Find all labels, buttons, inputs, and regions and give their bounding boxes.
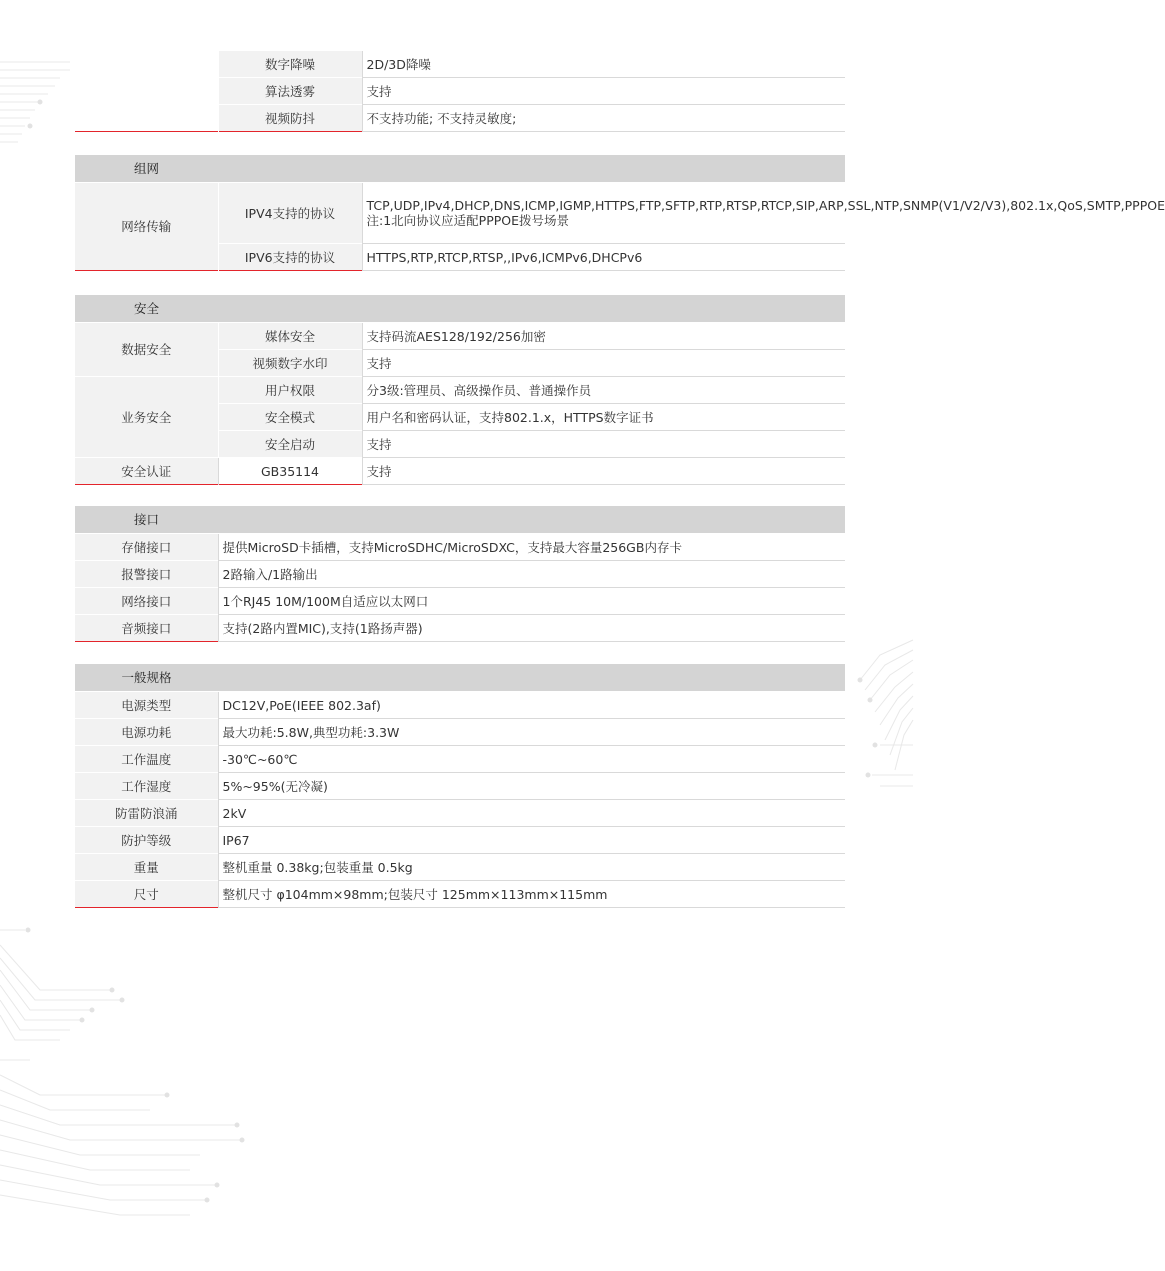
security-section bbox=[75, 294, 845, 485]
row-value: 支持 bbox=[362, 458, 845, 485]
row-label: 网络接口 bbox=[75, 588, 218, 615]
row-value: 最大功耗:5.8W,典型功耗:3.3W bbox=[218, 719, 845, 746]
table-row bbox=[75, 719, 845, 746]
table-row bbox=[75, 534, 845, 561]
section-header bbox=[75, 155, 845, 183]
row-value: 5%~95%(无冷凝) bbox=[218, 773, 845, 800]
group-label: 网络传输 bbox=[75, 183, 218, 271]
table-row bbox=[75, 615, 845, 642]
row-value: 2D/3D降噪 bbox=[362, 51, 845, 78]
row-label: 视频数字水印 bbox=[218, 350, 362, 377]
table-row bbox=[75, 692, 845, 719]
row-label: 电源功耗 bbox=[75, 719, 218, 746]
row-value: 支持(2路内置MIC),支持(1路扬声器) bbox=[218, 615, 845, 642]
section-title: 接口 bbox=[133, 512, 159, 527]
row-label: 数字降噪 bbox=[218, 51, 362, 78]
row-label: 工作温度 bbox=[75, 746, 218, 773]
row-label: 工作湿度 bbox=[75, 773, 218, 800]
security-table bbox=[75, 294, 845, 485]
section-header bbox=[75, 664, 845, 692]
table-row bbox=[75, 51, 845, 78]
row-label: 存储接口 bbox=[75, 534, 218, 561]
table-row bbox=[75, 561, 845, 588]
table-row bbox=[75, 746, 845, 773]
top-spec-section bbox=[75, 50, 845, 132]
row-value: -30℃~60℃ bbox=[218, 746, 845, 773]
section-header bbox=[75, 506, 845, 534]
group-label: 业务安全 bbox=[75, 377, 218, 458]
section-header bbox=[75, 295, 845, 323]
general-section bbox=[75, 663, 845, 908]
row-value: TCP,UDP,IPv4,DHCP,DNS,ICMP,IGMP,HTTPS,FTP,SFTP,RTP,RTSP,RTCP,SIP,ARP,SSL,NTP,SNMP(V1/V2/V3),802.1x,QoS,SMTP,PPPOE 注:1北向协议应适配PPPOE拨号场景 bbox=[362, 183, 845, 244]
row-value: 支持码流AES128/192/256加密 bbox=[362, 323, 845, 350]
row-value: DC12V,PoE(IEEE 802.3af) bbox=[218, 692, 845, 719]
row-value: 整机重量 0.38kg;包装重量 0.5kg bbox=[218, 854, 845, 881]
row-value: HTTPS,RTP,RTCP,RTSP,,IPv6,ICMPv6,DHCPv6 bbox=[362, 244, 845, 271]
row-label: IPV6支持的协议 bbox=[218, 244, 362, 271]
row-value: 支持 bbox=[362, 431, 845, 458]
row-label: 电源类型 bbox=[75, 692, 218, 719]
row-label: 安全启动 bbox=[218, 431, 362, 458]
row-label: 安全模式 bbox=[218, 404, 362, 431]
table-row bbox=[75, 827, 845, 854]
row-label: 防雷防浪涌 bbox=[75, 800, 218, 827]
row-value: 1个RJ45 10M/100M自适应以太网口 bbox=[218, 588, 845, 615]
interface-section bbox=[75, 505, 845, 642]
group-label: 数据安全 bbox=[75, 323, 218, 377]
row-label: 重量 bbox=[75, 854, 218, 881]
table-row bbox=[75, 800, 845, 827]
table-row bbox=[75, 773, 845, 800]
table-row bbox=[75, 183, 845, 244]
network-table bbox=[75, 154, 1165, 271]
network-section bbox=[75, 154, 1165, 271]
row-label: 尺寸 bbox=[75, 881, 218, 908]
row-value: 提供MicroSD卡插槽，支持MicroSDHC/MicroSDXC，支持最大容量256GB内存卡 bbox=[218, 534, 845, 561]
table-row bbox=[75, 588, 845, 615]
row-value: 支持 bbox=[362, 350, 845, 377]
table-row bbox=[75, 377, 845, 404]
table-row bbox=[75, 881, 845, 908]
row-label: 用户权限 bbox=[218, 377, 362, 404]
row-label: IPV4支持的协议 bbox=[218, 183, 362, 244]
section-title: 安全 bbox=[133, 301, 159, 316]
general-table bbox=[75, 663, 845, 908]
row-value: 不支持功能; 不支持灵敏度; bbox=[362, 105, 845, 132]
group-label: 安全认证 bbox=[75, 458, 218, 485]
row-label: GB35114 bbox=[218, 458, 362, 485]
table-row bbox=[75, 323, 845, 350]
row-value: 2kV bbox=[218, 800, 845, 827]
row-value: 整机尺寸 φ104mm×98mm;包装尺寸 125mm×113mm×115mm bbox=[218, 881, 845, 908]
section-title: 一般规格 bbox=[121, 670, 172, 685]
row-value: IP67 bbox=[218, 827, 845, 854]
row-label: 媒体安全 bbox=[218, 323, 362, 350]
table-row bbox=[75, 458, 845, 485]
row-label: 算法透雾 bbox=[218, 78, 362, 105]
row-value: 支持 bbox=[362, 78, 845, 105]
table-row bbox=[75, 854, 845, 881]
row-label: 音频接口 bbox=[75, 615, 218, 642]
row-label: 视频防抖 bbox=[218, 105, 362, 132]
interface-table bbox=[75, 505, 845, 642]
top-spec-table bbox=[75, 50, 845, 132]
empty-group-cell bbox=[75, 51, 218, 132]
section-title: 组网 bbox=[133, 161, 159, 176]
row-value: 用户名和密码认证，支持802.1.x，HTTPS数字证书 bbox=[362, 404, 845, 431]
row-value: 2路输入/1路输出 bbox=[218, 561, 845, 588]
row-label: 报警接口 bbox=[75, 561, 218, 588]
row-value: 分3级:管理员、高级操作员、普通操作员 bbox=[362, 377, 845, 404]
row-label: 防护等级 bbox=[75, 827, 218, 854]
